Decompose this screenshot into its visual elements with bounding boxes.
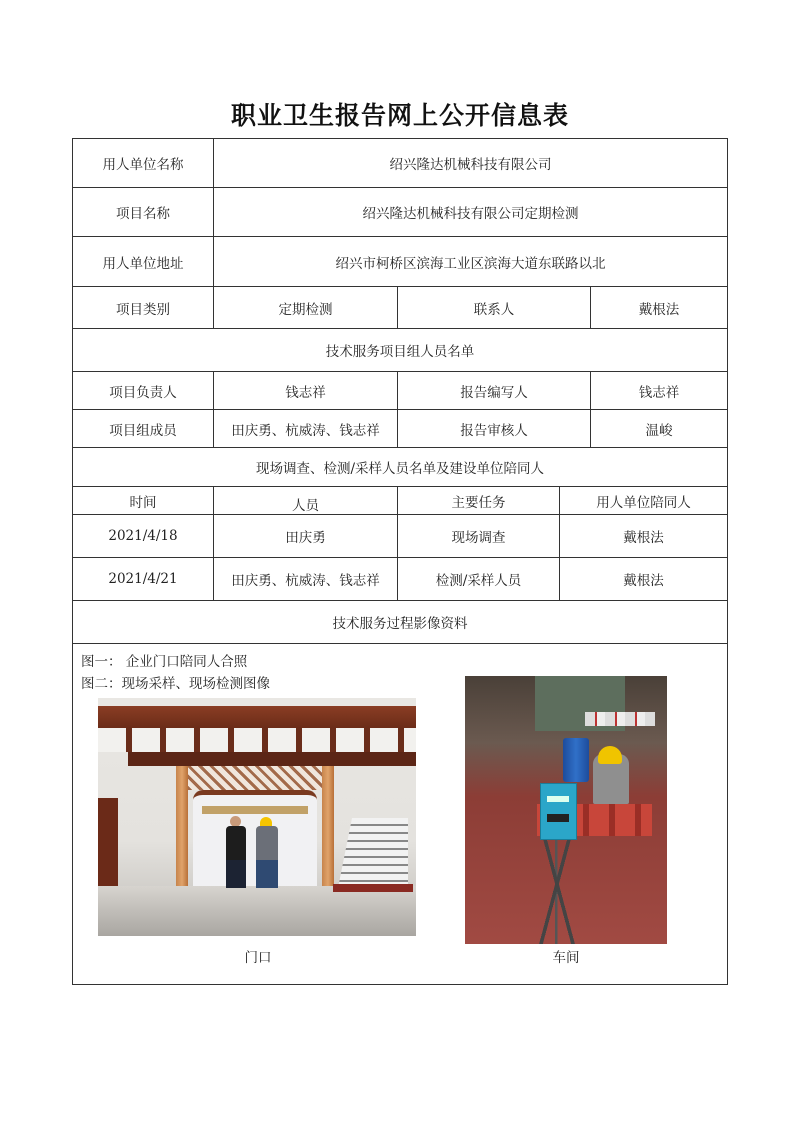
contact-value: 戴根法	[638, 301, 680, 318]
photo-barrel	[563, 738, 589, 782]
team-section-title: 技术服务项目组人员名单	[325, 344, 475, 360]
field-table-row	[73, 558, 727, 601]
photo-staircase	[338, 818, 408, 888]
workshop-photo	[465, 676, 667, 944]
entrance-photo	[98, 698, 416, 936]
employer-address-label: 用人单位地址	[73, 237, 214, 286]
report-writer-value: 钱志祥	[638, 384, 680, 401]
employer-address-value: 绍兴市柯桥区滨海工业区滨海大道东联路以北	[335, 255, 606, 272]
row-project-type	[73, 287, 727, 329]
project-type-value: 定期检测	[214, 287, 398, 328]
photo-hardhat	[260, 817, 272, 826]
project-members-value: 田庆勇、杭威涛、钱志祥	[214, 410, 398, 447]
row-project-name	[73, 188, 727, 237]
media-section	[73, 644, 727, 984]
field-table-header	[73, 487, 727, 515]
project-members-label: 项目组成员	[73, 410, 214, 447]
project-lead-label: 项目负责人	[73, 372, 214, 409]
project-name-label: 项目名称	[73, 188, 214, 236]
photo-floor	[98, 886, 416, 936]
caption-figure-2: 图二：现场采样、现场检测图像	[81, 676, 270, 692]
photo-beam	[98, 706, 416, 728]
media-section-title: 技术服务过程影像资料	[332, 616, 468, 632]
row-project-lead	[73, 372, 727, 410]
employer-name-value: 绍兴隆达机械科技有限公司	[389, 157, 552, 173]
photo-rug	[333, 884, 413, 892]
team-section-header	[73, 329, 727, 372]
photo-sampling-device	[540, 783, 577, 840]
workshop-photo-label: 车间	[552, 950, 580, 966]
photo-lattice	[188, 766, 322, 790]
photo-tripod	[525, 838, 589, 944]
field-header-personnel: 人员	[214, 487, 398, 514]
photo-person-2	[256, 826, 278, 888]
caption-figure-1: 图一： 企业门口陪同人合照	[81, 654, 248, 670]
photo-side-door	[98, 798, 118, 898]
photo-person-1	[226, 826, 246, 888]
project-lead-value: 钱志祥	[214, 372, 398, 409]
photo-company-sign	[202, 806, 308, 814]
row-project-members	[73, 410, 727, 448]
row-employer-address	[73, 237, 727, 287]
project-name-value: 绍兴隆达机械科技有限公司定期检测	[362, 206, 579, 222]
field-row-escort: 戴根法	[623, 530, 664, 546]
device-screen	[547, 814, 569, 822]
report-reviewer-value: 温峻	[645, 422, 673, 439]
field-section-header	[73, 448, 727, 487]
field-row-task: 现场调查	[398, 515, 560, 557]
media-section-header	[73, 601, 727, 644]
photo-beam-lower	[128, 752, 416, 766]
field-row-time: 2021/4/18	[73, 515, 214, 557]
row-employer-name	[73, 139, 727, 188]
field-row-personnel: 田庆勇、杭威涛、钱志祥	[214, 558, 398, 600]
field-section-title: 现场调查、检测/采样人员名单及建设单位陪同人	[255, 461, 545, 477]
field-row-escort: 戴根法	[623, 573, 664, 589]
photo-logo-wall	[193, 790, 317, 890]
photo-pillar-right	[322, 766, 334, 886]
field-table-row	[73, 515, 727, 558]
employer-name-label: 用人单位名称	[73, 139, 214, 187]
report-reviewer-label: 报告审核人	[398, 410, 591, 447]
info-table	[72, 138, 728, 985]
photo-worker-helmet	[598, 746, 622, 764]
field-header-task: 主要任务	[398, 487, 560, 514]
photo-pillar-left	[176, 766, 188, 886]
device-logo	[547, 796, 569, 802]
contact-label: 联系人	[398, 287, 591, 328]
photo-paint-cans	[585, 712, 655, 726]
field-row-task: 检测/采样人员	[398, 558, 560, 600]
page-title: 职业卫生报告网上公开信息表	[230, 101, 569, 130]
entrance-photo-label: 门口	[244, 950, 272, 966]
field-header-escort: 用人单位陪同人	[596, 495, 691, 511]
report-writer-label: 报告编写人	[398, 372, 591, 409]
photo-ceiling	[98, 728, 416, 752]
field-row-time: 2021/4/21	[73, 558, 214, 600]
project-type-label: 项目类别	[73, 287, 214, 328]
field-row-personnel: 田庆勇	[214, 515, 398, 557]
field-header-time: 时间	[73, 487, 214, 514]
